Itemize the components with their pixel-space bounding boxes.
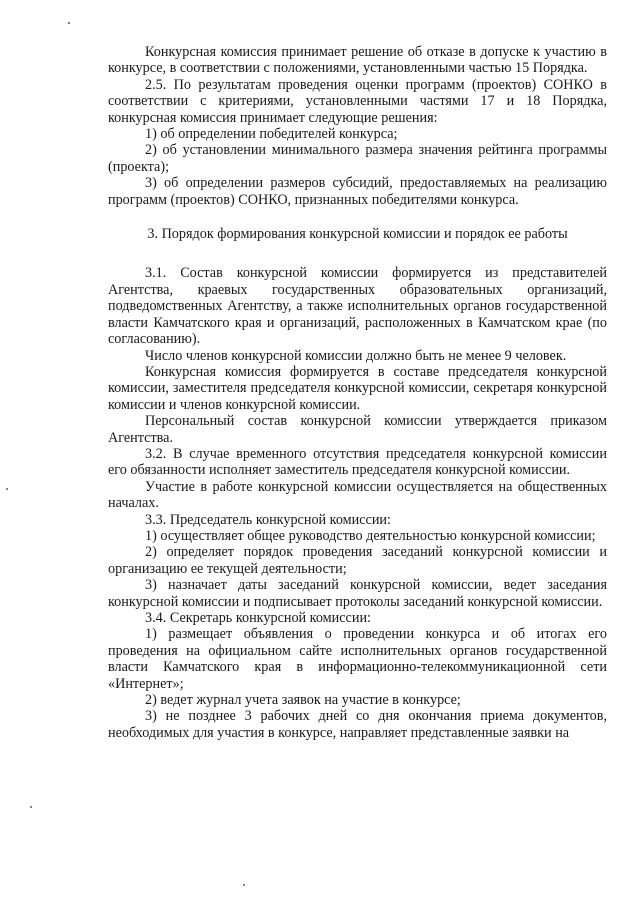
paragraph: 3.1. Состав конкурсной комиссии формируется из представителей Агентства, краевых государственных образовательных организаций, подведомственных Агентству, а также исполнительных органов государственной власти Камчатского края и организаций, расположенных в Камчатском крае (по согласованию). — [108, 265, 607, 348]
text-block-bottom — [108, 265, 607, 741]
paragraph: Участие в работе конкурсной комиссии осуществляется на общественных началах. — [108, 478, 607, 512]
scan-speck — [6, 488, 8, 490]
paragraph: Конкурсная комиссия формируется в составе председателя конкурсной комиссии, заместителя председателя конкурсной комиссии, секретаря конкурсной комиссии и членов конкурсной комиссии. — [108, 363, 607, 413]
paragraph: 3.4. Секретарь конкурсной комиссии: — [145, 610, 371, 626]
scan-speck — [68, 22, 70, 24]
paragraph: Конкурсная комиссия принимает решение об отказе в допуске к участию в конкурсе, в соответствии с положениями, установленными частью 15 Порядка. — [108, 44, 607, 77]
paragraph: Число членов конкурсной комиссии должно быть не менее 9 человек. — [145, 347, 567, 364]
paragraph: 3) не позднее 3 рабочих дней со дня окончания приема документов, необходимых для участия в конкурсе, направляет представленные заявки на — [108, 708, 607, 741]
paragraph: 3) об определении размеров субсидий, предоставляемых на реализацию программ (проектов) СОНКО, признанных победителями конкурса. — [108, 175, 607, 208]
paragraph: Персональный состав конкурсной комиссии утверждается приказом Агентства. — [108, 413, 607, 446]
paragraph: 3.3. Председатель конкурсной комиссии: — [145, 511, 391, 528]
paragraph: 2.5. По результатам проведения оценки программ (проектов) СОНКО в соответствии с критериями, установленными частями 17 и 18 Порядка, конкурсная комиссия принимает следующие решения: — [108, 76, 607, 126]
scan-speck — [243, 884, 245, 886]
paragraph: 2) ведет журнал учета заявок на участие в конкурсе; — [145, 692, 461, 709]
paragraph: 2) об установлении минимального размера значения рейтинга программы (проекта); — [108, 142, 607, 175]
paragraph: 1) размещает объявления о проведении конкурса и об итогах его проведения на официальном сайте исполнительных органов государственной власти Камчатского края в информационно-телекоммуникационной сети «Интернет»; — [108, 626, 607, 692]
paragraph: 1) осуществляет общее руководство деятельностью конкурсной комиссии; — [145, 527, 596, 544]
scan-speck — [30, 806, 32, 808]
paragraph: 2) определяет порядок проведения заседаний конкурсной комиссии и организацию ее текущей деятельности; — [108, 544, 607, 577]
paragraph: 3) назначает даты заседаний конкурсной комиссии, ведет заседания конкурсной комиссии и подписывает протоколы заседаний конкурсной комиссии. — [108, 577, 607, 610]
text-block-top — [108, 44, 607, 208]
paragraph: 1) об определении победителей конкурса; — [145, 126, 398, 143]
paragraph: 3.2. В случае временного отсутствия председателя конкурсной комиссии его обязанности исполняет заместитель председателя конкурсной комиссии. — [108, 445, 607, 479]
section-heading: 3. Порядок формирования конкурсной комиссии и порядок ее работы — [147, 226, 568, 243]
